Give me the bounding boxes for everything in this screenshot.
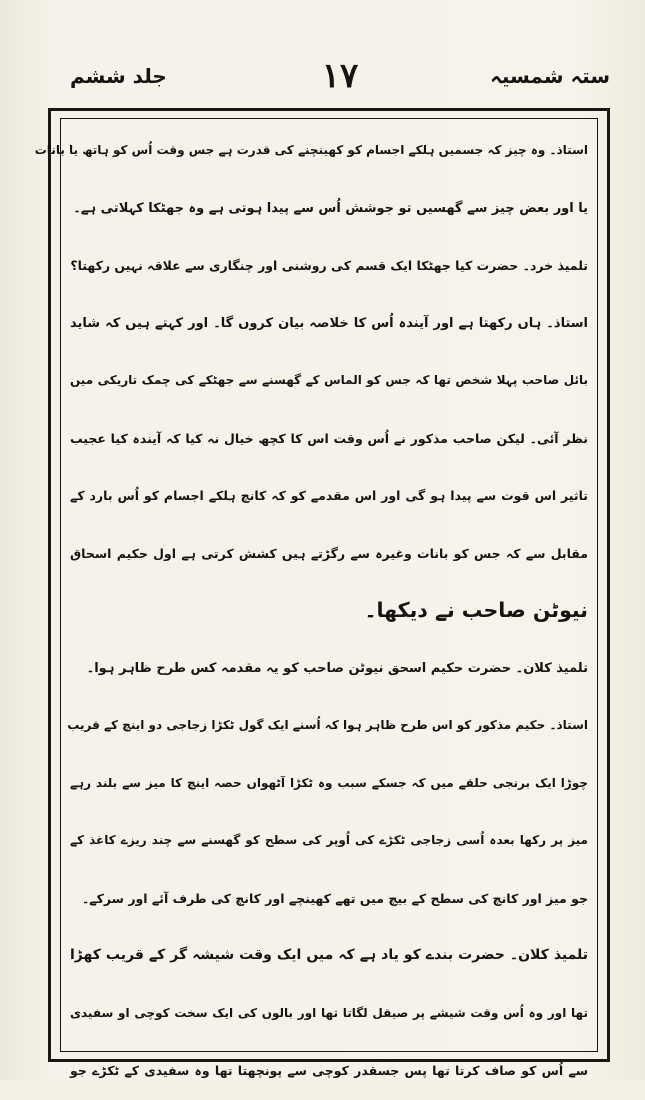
text-line: میز پر رکھا بعدہ اُسی زجاجی ٹکڑے کی اُوپر کی سطح کو گھسنے سے چند ریزے کاغذ کے: [70, 833, 588, 847]
text-line: بائل صاحب پہلا شخص تھا کہ جس کو الماس کے گھسنے سے جھٹکے کی چمک تاریکی میں: [70, 373, 588, 387]
text-line: یا اور بعض چیز سے گھسیں تو جوشش اُس سے پیدا ہوتی ہے وہ جھٹکا کہلاتی ہے۔: [73, 200, 588, 216]
text-line: تلمیذ کلان۔ حضرت حکیم اسحق نیوٹن صاحب کو یہ مقدمہ کس طرح ظاہر ہوا۔: [86, 660, 588, 676]
text-line: سے اُس کو صاف کرتا تھا پس جسقدر کوچی سے پونچھتا تھا وہ سفیدی کے ٹکڑے جو: [70, 1063, 588, 1078]
text-line: استاذ۔ حکیم مذکور کو اس طرح ظاہر ہوا کہ اُسنے ایک گول ٹکڑا زجاجی دو اینچ کے قریب: [67, 718, 588, 732]
text-line: تلمیذ خرد۔ حضرت کیا جھٹکا ایک قسم کی روشنی اور چنگاری سے علاقہ نہیں رکھتا؟: [70, 258, 588, 273]
running-title: ستہ شمسیہ: [490, 64, 610, 88]
text-line: تاثیر اس قوت سے پیدا ہو گی اور اس مقدمے کو کہ کانچ ہلکے اجسام کو اُس بارد کے: [70, 488, 588, 503]
text-line: تھا اور وہ اُس وقت شیشے پر صیقل لگاتا تھا اور بالوں کی ایک سخت کوچی او سفیدی: [70, 1005, 588, 1020]
text-line: نیوٹن صاحب نے دیکھا۔: [364, 598, 588, 622]
text-line: جو میز اور کانچ کی سطح کے بیچ میں تھے کھینچے اور کانچ کی طرف آئے اور سرکے۔: [81, 890, 588, 906]
text-line: مقابل سے کہ جس کو بانات وغیرہ سے رگڑتے ہیں کشش کرتی ہے اول حکیم اسحاق: [70, 545, 588, 561]
page-header: [70, 56, 610, 106]
text-line: نظر آئی۔ لیکن صاحب مذکور نے اُس وقت اس کا کچھ خیال نہ کیا کہ آیندہ کیا عجیب: [70, 430, 588, 446]
text-line: استاذ۔ ہاں رکھتا ہے اور آیندہ اُس کا خلاصہ بیان کروں گا۔ اور کہتے ہیں کہ شاید: [70, 315, 588, 331]
volume-label: جلد ششم: [70, 64, 167, 88]
page-number: ۱۷: [321, 56, 359, 96]
text-line: تلمیذ کلان۔ حضرت بندے کو یاد ہے کہ میں ایک وقت شیشہ گر کے قریب کھڑا: [70, 947, 588, 963]
body-text: [34, 122, 592, 1078]
text-line: چوڑا ایک برنجی حلقے میں کہ جسکے سبب وہ ٹکڑا آٹھواں حصہ اینچ کا میز سے بلند رہے: [70, 775, 588, 790]
text-line: استاذ۔ وہ چیز کہ جسمیں ہلکے اجسام کو کھینچنے کی قدرت ہے جس وقت اُس کو ہاتھ یا بانات: [34, 143, 588, 157]
